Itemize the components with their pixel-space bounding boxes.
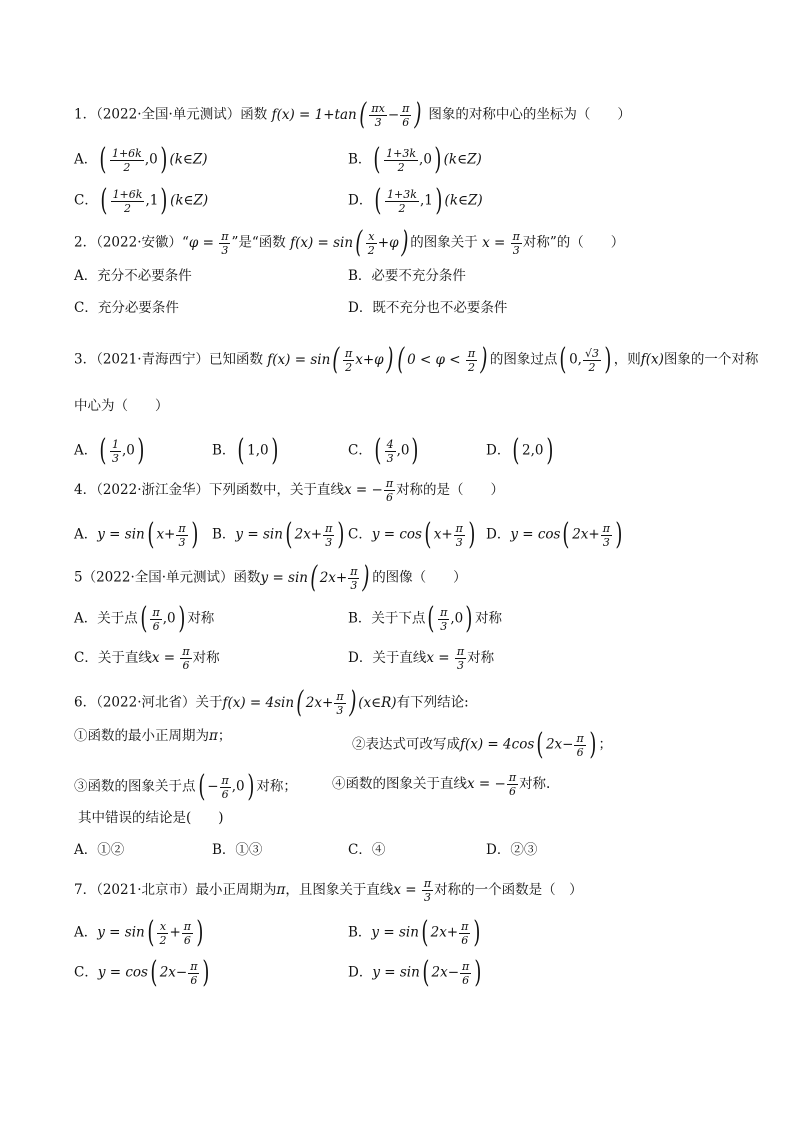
q3-stem-mid: 的图象过点: [489, 351, 558, 368]
q2-option-b[interactable]: B．必要不充分条件: [348, 268, 466, 284]
q7-option-a[interactable]: A．y = sin( $\frac{x}{2}$ + $\frac{\pi}{6}$ ): [74, 915, 204, 950]
q7-stem-post: 对称的一个函数是（ ）: [434, 882, 583, 898]
question-7-stem: [74, 878, 583, 903]
q2-stem-mid2: 的图象关于: [410, 234, 478, 251]
question-1-stem: [74, 97, 631, 132]
q7-option-b[interactable]: B．y = sin( 2x+ $\frac{\pi}{6}$ ): [348, 915, 481, 950]
q6-claim-3: ③函数的图象关于点( − $\frac{\pi}{6}$ ,0) 对称；: [74, 769, 297, 804]
q5-stem-pre: 5（2022·全国·单元测试）函数: [74, 569, 261, 586]
q5-formula: y = sin( 2x+ $\frac{\pi}{3}$ ): [260, 560, 370, 595]
q7-formula1: π: [276, 882, 286, 898]
q5-option-c[interactable]: C．关于直线x = $\frac{\pi}{6}$ 对称: [74, 645, 220, 672]
q1-stem-pre: 1．（2022·全国·单元测试）函数: [74, 106, 268, 123]
q3-option-a[interactable]: A．( $\frac{1}{3}$ ,0): [74, 433, 145, 468]
q2-option-d[interactable]: D．既不充分也不必要条件: [348, 300, 508, 316]
q6-claim-4: ④函数的图象关于直线x = − $\frac{\pi}{6}$ 对称.: [332, 771, 551, 798]
q3-stem-pre: 3．（2021·青海西宁）已知函数: [74, 351, 263, 368]
q7-stem-pre: 7．（2021·北京市）最小正周期为: [74, 882, 277, 898]
q1-option-d[interactable]: D．( $\frac{1+3k}{2}$ ,1) (k∈Z): [348, 183, 483, 218]
q1-stem-post: 图象的对称中心的坐标为（ ）: [428, 106, 631, 123]
q6-stem-line2: 其中错误的结论是( ): [78, 810, 224, 826]
q3-stem-post: ，则: [613, 351, 641, 368]
question-3-stem: 3．（2021·青海西宁）已知函数 f(x) = sin( $\frac{\pi}{2}$ x+φ) ( 0 < φ < $\frac{\pi}{2}$ ) 的图象过点( 0, $\frac{√3}{2}$ ) ，则f(x)图象的一个对称: [74, 342, 759, 377]
q6-option-c[interactable]: C．④: [348, 842, 386, 858]
q2-formula3: x = $\frac{\pi}{3}$: [482, 229, 520, 257]
q4-formula: x = − $\frac{\pi}{6}$: [344, 477, 394, 504]
q5-option-b[interactable]: B．关于下点( $\frac{\pi}{3}$ ,0) 对称: [348, 601, 502, 636]
q1-option-b[interactable]: B．( $\frac{1+3k}{2}$ ,0) (k∈Z): [348, 142, 482, 177]
q2-option-a[interactable]: A．充分不必要条件: [74, 268, 192, 284]
q6-option-a[interactable]: A．①②: [74, 842, 125, 858]
q2-stem-pre: 2．（2022·安徽）“: [74, 234, 189, 251]
q1-formula: f(x) = 1+tan( $\frac{\pi x}{3}$ − $\frac{\pi}{6}$ ): [271, 97, 422, 132]
q6-claim-1: ①函数的最小正周期为π；: [74, 728, 232, 744]
q4-option-b[interactable]: B．y = sin( 2x+ $\frac{\pi}{3}$ ): [212, 517, 345, 552]
q3-formula: f(x) = sin( $\frac{\pi}{2}$ x+φ) ( 0 < φ < $\frac{\pi}{2}$ ): [267, 342, 488, 377]
q2-formula1: φ = $\frac{\pi}{3}$: [188, 229, 229, 257]
q3-stem-post2: 图象的一个对称: [663, 351, 759, 368]
q2-option-c[interactable]: C．充分必要条件: [74, 300, 179, 316]
q2-stem-post: 对称”的（ ）: [522, 234, 625, 251]
q5-option-d[interactable]: D．关于直线x = $\frac{\pi}{3}$ 对称: [348, 645, 495, 672]
q1-option-a[interactable]: A．( $\frac{1+6k}{2}$ ,0) (k∈Z): [74, 142, 208, 177]
q1-option-c[interactable]: C．( $\frac{1+6k}{2}$ ,1) (k∈Z): [74, 183, 209, 218]
q6-option-b[interactable]: B．①③: [212, 842, 263, 858]
q4-stem-post: 对称的是（ ）: [396, 482, 505, 498]
q5-stem-post: 的图像（ ）: [372, 569, 467, 586]
q6-stem-post: 有下列结论:: [396, 694, 469, 711]
q6-formula: f(x) = 4sin( 2x+ $\frac{\pi}{3}$ ) (x∈R): [222, 685, 397, 720]
q3-option-c[interactable]: C．( $\frac{4}{3}$ ,0): [348, 433, 419, 468]
q2-formula2: f(x) = sin( $\frac{x}{2}$ +φ): [290, 225, 408, 260]
question-4-stem: [74, 478, 504, 503]
q3-option-b[interactable]: B．( 1,0): [212, 433, 278, 468]
question-2-stem: [74, 225, 625, 260]
q7-formula2: x = $\frac{\pi}{3}$: [393, 877, 432, 904]
q3-option-d[interactable]: D．( 2,0): [486, 433, 553, 468]
q4-stem-pre: 4．（2022·浙江金华）下列函数中，关于直线: [74, 482, 344, 498]
q7-option-d[interactable]: D．y = sin( 2x− $\frac{\pi}{6}$ ): [348, 955, 482, 990]
q4-option-a[interactable]: A．y = sin( x+ $\frac{\pi}{3}$ ): [74, 517, 198, 552]
q3-stem-line2: 中心为（ ）: [74, 398, 169, 414]
question-6-stem: [74, 685, 469, 720]
q6-claim-2: ②表达式可改写成f(x) = 4cos( 2x− $\frac{\pi}{6}$ ) ；: [352, 727, 612, 762]
question-5-stem: [74, 560, 467, 595]
q6-stem-pre: 6．（2022·河北省）关于: [74, 694, 223, 711]
q4-option-d[interactable]: D．y = cos( 2x+ $\frac{\pi}{3}$ ): [486, 517, 623, 552]
q7-option-c[interactable]: C．y = cos( 2x− $\frac{\pi}{6}$ ): [74, 955, 210, 990]
q7-stem-mid: ，且图象关于直线: [285, 882, 394, 898]
q4-option-c[interactable]: C．y = cos( x+ $\frac{\pi}{3}$ ): [348, 517, 476, 552]
q2-stem-mid: ”是“函数: [231, 234, 286, 251]
q5-option-a[interactable]: A．关于点( $\frac{\pi}{6}$ ,0) 对称: [74, 601, 215, 636]
q6-option-d[interactable]: D．②③: [486, 842, 538, 858]
